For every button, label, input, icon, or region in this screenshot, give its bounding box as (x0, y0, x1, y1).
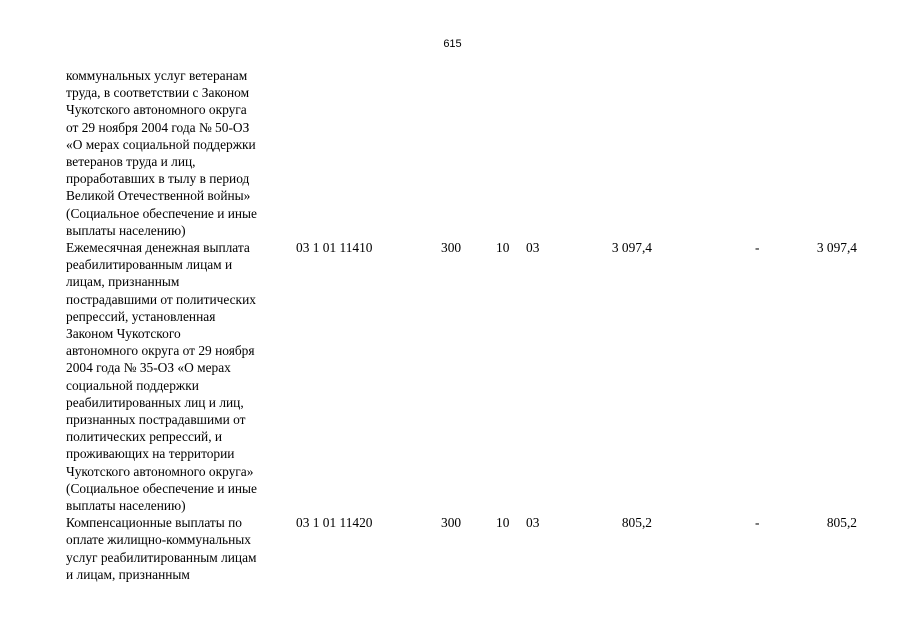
row-description: коммунальных услуг ветеранам труда, в соответствии с Законом Чукотского автономного округа от 29 ноября 2004 года № 50-ОЗ «О мерах социальной поддержки ветеранов труда и лиц, проработавших в тылу в период Великой Отечественной войны» (Социальное обеспечение и иные выплаты населению) (66, 68, 257, 238)
row-section: 10 (496, 240, 510, 256)
row-code: 03 1 01 11410 (296, 240, 373, 256)
budget-table (66, 67, 866, 583)
row-description: Ежемесячная денежная выплата реабилитированным лицам и лицам, признанным пострадавшими от политических репрессий, установленная Законом Чукотского автономного округа от 29 ноября 2004 года № 35-ОЗ «О мерах социальной поддержки реабилитированных лиц и лиц, признанных пострадавшими от политических репрессий, и проживающих на территории Чукотского автономного округа» (Социальное обеспечение и иные выплаты населению) (66, 240, 257, 514)
row-expense-type: 300 (441, 240, 462, 256)
table-row (66, 514, 866, 583)
row-description: Компенсационные выплаты по оплате жилищно-коммунальных услуг реабилитированным лицам и лицам, признанным (66, 515, 257, 582)
row-change: - (755, 515, 760, 531)
row-amount: 3 097,4 (611, 240, 652, 256)
row-code: 03 1 01 11420 (296, 515, 373, 531)
table-row (66, 67, 866, 239)
row-expense-type: 300 (441, 515, 462, 531)
row-change: - (755, 240, 760, 256)
row-section: 10 (496, 515, 510, 531)
row-total: 805,2 (826, 515, 857, 531)
row-amount: 805,2 (621, 515, 652, 531)
table-row (66, 239, 866, 514)
row-total: 3 097,4 (816, 240, 857, 256)
row-subsection: 03 (526, 515, 540, 531)
page-number: 615 (443, 38, 462, 50)
row-subsection: 03 (526, 240, 540, 256)
